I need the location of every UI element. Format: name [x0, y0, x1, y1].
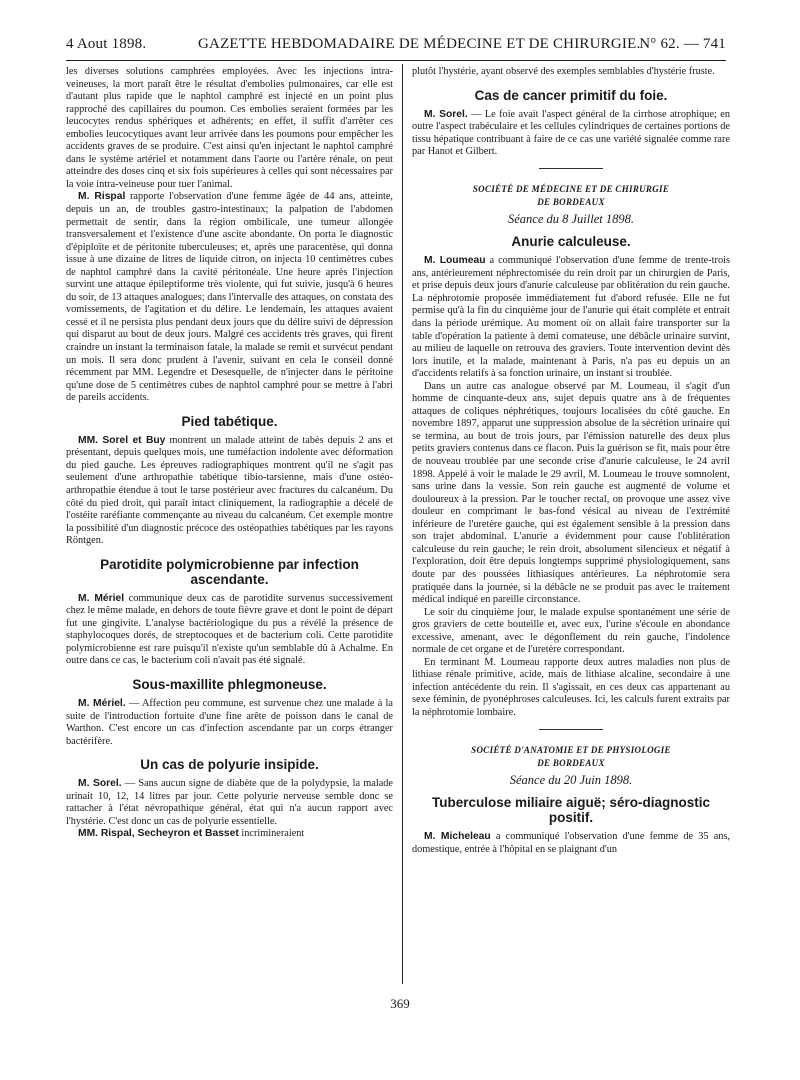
society-title: SOCIÉTÉ D'ANATOMIE ET DE PHYSIOLOGIE DE BORDEAUX [471, 744, 671, 768]
paragraph: plutôt l'hystérie, ayant observé des exemples semblables d'hystérie fruste. [412, 66, 715, 77]
paragraph: MM. Rispal, Secheyron et Basset incrimineraient [78, 828, 305, 840]
paragraph: M. Loumeau a communiqué l'observation d'une femme de trente-trois ans, antérieurement néphrectomisée du rein droit par un chirurgien de Paris, et prise depuis deux jours d'anurie calculeuse par oblitération du rein gauche. La néphrotomie proposée immédiatement fut d'abord refusée. Elle ne fut permise qu'à la fin du cinquième jour de l'anurie qui était complète et entrait dans la période urémique. Au moment où on allait faire transporter sur la table d'opération la patiente à demi comateuse, une débâcle urinaire survint, au milieu de laquelle on retrouva des graviers. Toute intervention devint dès lors inutile, et la malade, maintenant à Paris, n'a pas eu depuis un an d'accidents relatifs à sa fonction urinaire, un instant si troublée. [412, 255, 730, 380]
speaker-name: M. Rispal [78, 191, 126, 203]
paragraph: En terminant M. Loumeau rapporte deux autres maladies non plus de lithiase rénale primitive, acide, mais de lithiase alcaline, secondaire à une infection antécédente du rein. Il s'agissait, en ces deux cas appartenant au sexe féminin, de pyonéphroses calculeuses. Ici, les calculs furent extraits par la néphrotomie lombaire. [412, 656, 730, 718]
paragraph: M. Mériel communique deux cas de parotidite survenus successivement chez le même malade, en dehors de toute fièvre grave et dont le point de départ fut une gingivite. L'analyse bactériologique du pus a révélé la présence de staphylocoques dorés, de streptocoques et de bacterium coli. Cette parotidite polymicrobienne est rare puisqu'il n'existe qu'un semblable dû à Achalme. En outre dans ce cas, le bacterium coli n'avait pas été signalé. [66, 592, 393, 667]
speaker-name: M. Micheleau [424, 831, 491, 843]
paragraph: M. Rispal rapporte l'observation d'une femme âgée de 44 ans, atteinte, depuis un an, de troubles gastro-intestinaux; la palpation de l'abdomen permettait de sentir, dans la région ombilicale, une tumeur allongée transversalement et l'existence d'une ascite abondante. On porta le diagnostic d'épiploïte et de péritonite tuberculeuses; et, après une paracentèse, qui donna issue à une dizaine de litres de liquide citron, on injecta 10 centimètres cubes de naphtol camphré dans la cavité péritonéale. Une heure après l'injection survint une attaque épileptiforme très violente, qui fut suivie, jusqu'à 6 heures du soir, de 13 attaques analogues; dans l'intervalle des attaques, on constata des vomissements, de l'agitation et du délire. Le lendemain, les attaques avaient cessé et il ne persista plus pendant deux jours que du délire suivi de dépression qui disparut au bout de deux jours. Malgré ces accidents très graves, qui firent craindre un instant la terminaison fatale, la malade se remit et survécut pendant un mois. Il sera donc prudent à l'avenir, suivant en cela le conseil donné récemment par MM. Legendre et Desesquelle, de n'injecter dans le péritoine qu'une dose de 5 centimètres cubes de naphtol camphré pour se mettre à l'abri de pareils accidents. [66, 191, 394, 404]
section-heading: Parotidite polymicrobienne par infection ascendante. [100, 556, 359, 587]
section-heading: Anurie calculeuse. [511, 234, 631, 250]
header-rule [66, 60, 726, 61]
speaker-name: M. Mériel. [78, 697, 126, 709]
speaker-name: M. Loumeau [424, 255, 486, 267]
separator-rule [539, 168, 603, 169]
paragraph: MM. Sorel et Buy montrent un malade atteint de tabès depuis 2 ans et présentant, depuis quelques mois, une tuméfaction indolente avec déformation du pied gauche. Les épreuves radiographiques montrent qu'il ne s'agit pas seulement d'une arthropathie tabétique tibio-tarsienne, mais d'une ostéo-arthropathie étendue à tout le tarse postérieur avec fractures du calcanéum. Du côté du pied droit, qui paraît intact cliniquement, la radiographie a décelé de l'ostéite raréfiante commençante au niveau du calcanéum. Cet exemple montre la possibilité d'un diagnostic précoce des ostéopathies tabétiques par les rayons Röntgen. [66, 434, 393, 547]
section-heading: Tuberculose miliaire aiguë; séro-diagnostic positif. [431, 795, 711, 826]
speaker-name: MM. Rispal, Secheyron et Basset [78, 828, 239, 840]
section-heading: Cas de cancer primitif du foie. [474, 87, 668, 103]
paragraph: M. Mériel. — Affection peu commune, est survenue chez une malade à la suite de l'introduction fortuite d'une fine arête de poisson dans le canal de Warthon. C'est encore un cas d'infection ascendante par un corps étranger bactérifère. [66, 697, 393, 747]
paragraph: Dans un autre cas analogue observé par M. Loumeau, il s'agit d'un homme de cinquante-deux ans, sujet depuis quatre ans à de fréquentes attaques de coliques néphrétiques, toujours localisées du côté gauche. En novembre 1897, apparut une suppression absolue de la sécrétion urinaire qui se termina, au bout de trois jours, par l'émission naturelle des deux plus petits graviers contenus dans ce flacon. Puis la guérison se fit, mais pour être de nouveau troublée par une seconde crise d'anurie calculeuse, le 24 avril 1898. Appelé à voir le malade le 29 avril, M. Loumeau le trouve somnolent, sans urine dans la vessie. Son rein gauche est augmenté de volume et douloureux à la pression. Par le toucher rectal, on provoque une assez vive douleur en comprimant le bas-fond vésical au niveau de l'extrémité inférieure de l'uretère gauche, qui est également sensible à la pression dans son trajet abdominal. L'anurie a évidemment pour cause l'oblitération calculeuse du rein gauche; le rein droit, absolument silencieux et négatif à l'exploration, doit être depuis longtemps supprimé physiologiquement, sans doute par des poussées lithiasiques antérieures. La néphrotomie sera pratiquée dans la journée, si la débâcle ne se produit pas avec le traitement médical indiqué en pareille circonstance. [412, 380, 730, 606]
speaker-name: MM. Sorel et Buy [78, 434, 166, 446]
page-number: 369 [390, 996, 410, 1011]
left-column [66, 66, 393, 841]
running-header [66, 36, 726, 56]
paragraph: M. Sorel. — Sans aucun signe de diabète que de la polydypsie, la malade urinait 10, 12, 14 litres par jour. Cette polyurie nerveuse semble donc se rattacher à l'état névropathique général, état qui n'a aucun rapport avec l'hystérie. C'est donc un cas de polyurie essentielle. [66, 778, 393, 827]
paragraph: M. Micheleau a communiqué l'observation d'une femme de 35 ans, domestique, entrée à l'hôpital en se plaignant d'un [412, 831, 731, 855]
speaker-name: M. Sorel. [78, 778, 122, 790]
session-date: Séance du 20 Juin 1898. [509, 772, 633, 787]
speaker-name: M. Mériel [78, 592, 125, 604]
column-divider [402, 64, 403, 984]
issue-number: N° 62. — 741 [639, 36, 726, 52]
session-date: Séance du 8 Juillet 1898. [507, 211, 634, 226]
section-heading: Sous-maxillite phlegmoneuse. [132, 676, 327, 692]
section-heading: Un cas de polyurie insipide. [140, 757, 319, 773]
paragraph: Le soir du cinquième jour, le malade expulse spontanément une série de gros graviers de cette bouteille et, avec eux, l'urine s'écoule en abondance excessive, amenant, avec le dégonflement du rein gauche, l'indolence normale de cet organe et de l'uretère correspondant. [412, 606, 730, 656]
society-title: SOCIÉTÉ DE MÉDECINE ET DE CHIRURGIE DE BORDEAUX [472, 183, 670, 207]
section-heading: Pied tabétique. [181, 413, 278, 429]
journal-title: GAZETTE HEBDOMADAIRE DE MÉDECINE ET DE CHIRURGIE. [198, 36, 641, 52]
speaker-name: M. Sorel. [424, 108, 468, 120]
separator-rule [539, 729, 603, 730]
right-column [412, 66, 730, 856]
issue-date: 4 Aout 1898. [66, 36, 147, 52]
paragraph: M. Sorel. — Le foie avait l'aspect général de la cirrhose atrophique; en outre l'aspect trabéculaire et les cellules cylindriques de certaines portions de tissu hépatique contribuant à faire de ce cas une variété signalée comme rare par Hanot et Gilbert. [412, 108, 730, 158]
paragraph: les diverses solutions camphrées employées. Avec les injections intra-veineuses, la mort paraît être le résultat d'embolies pulmonaires, car elle est d'autant plus rapide que le naphtol camphré est injecté en un point plus rapproché des capillaires du poumon. Ces embolies seraient formées par les leucocytes rendus sphériques et adhérents; en effet, il suffit d'arrêter ces embolies leucocytiques avant leur arrivée dans les poumons pour empêcher les accidents graves de se produire. C'est ainsi qu'en injectant le naphtol camphré dans le système artériel et notamment dans l'aorte ou l'artère rénale, on peut atteindre des doses cinq et six fois supérieures à celles qui sont nécessaires par la voie intra-veineuse pour tuer l'animal. [66, 66, 393, 190]
